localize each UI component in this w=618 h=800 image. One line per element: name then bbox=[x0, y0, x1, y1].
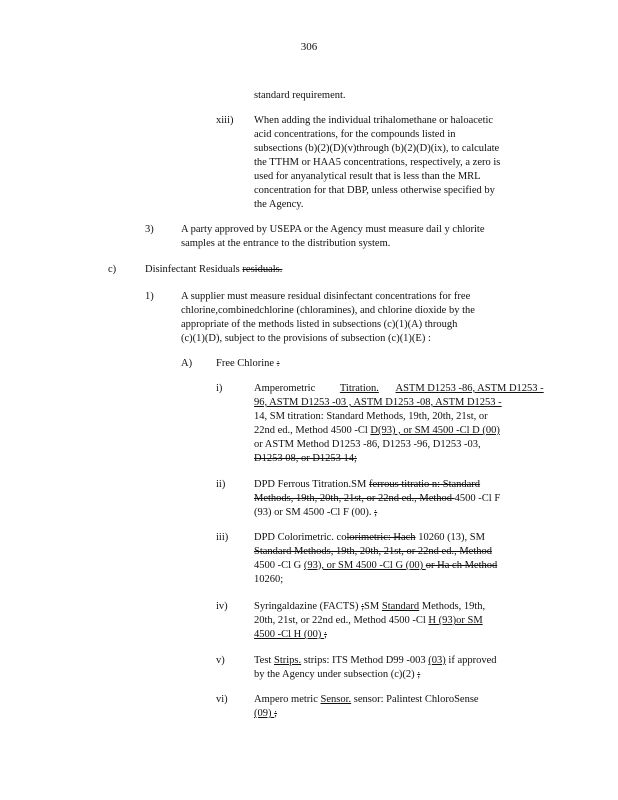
item-vi-line: (09) ; bbox=[254, 708, 278, 719]
item-iii-paragraph bbox=[254, 531, 544, 587]
item-i-line: Amperometric Titration. ASTM D1253 -86, ASTM D1253 - bbox=[254, 383, 544, 394]
item-iv-line: 20th, 21st, or 22nd ed., Method 4500 -Cl H (93)or SM bbox=[254, 615, 483, 626]
subitem-A-heading bbox=[216, 357, 416, 371]
item-v-line: Test Strips. strips: ITS Method D99 -003 (03) if approved bbox=[254, 655, 497, 666]
subitem-label-A: A) bbox=[181, 358, 193, 369]
item-label-xiii: xiii) bbox=[216, 115, 234, 126]
item-i-line: D1253 08, or D1253 14; bbox=[254, 453, 357, 464]
item-iv-paragraph bbox=[254, 600, 544, 642]
item3-line: samples at the entrance to the distribution system. bbox=[181, 238, 391, 249]
xiii-line: the Agency. bbox=[254, 199, 304, 210]
section-c-title: Disinfectant Residuals bbox=[145, 264, 240, 275]
item-iv-line: 4500 -Cl H (00) ; bbox=[254, 629, 327, 640]
roman-label-iv: iv) bbox=[216, 601, 228, 612]
item1-line: A supplier must measure residual disinfectant concentrations for free bbox=[181, 291, 471, 302]
top-fragment: standard requirement. bbox=[254, 90, 346, 101]
item1-line: appropriate of the methods listed in subsections (c)(1)(A) through bbox=[181, 319, 458, 330]
item1-line: chlorine,combinedchlorine (chloramines), and chlorine dioxide by the bbox=[181, 305, 475, 316]
item-v-line: by the Agency under subsection (c)(2) ; bbox=[254, 669, 421, 680]
xiii-paragraph bbox=[254, 114, 538, 212]
xiii-line: acid concentrations, for the compounds listed in bbox=[254, 129, 456, 140]
section-c-struck: residuals. bbox=[242, 264, 283, 275]
item1-line: (c)(1)(D), subject to the provisions of subsection (c)(1)(E) : bbox=[181, 333, 431, 344]
item3-line: A party approved by USEPA or the Agency must measure dail y chlorite bbox=[181, 224, 485, 235]
roman-label-i: i) bbox=[216, 383, 223, 394]
section-label-c: c) bbox=[108, 264, 117, 275]
page-number: 306 bbox=[300, 41, 318, 53]
xiii-line: concentration for that DBP, unless otherwise specified by bbox=[254, 185, 495, 196]
subitem-A-struck: : bbox=[276, 358, 280, 369]
item-label-3: 3) bbox=[145, 224, 154, 235]
roman-label-iii: iii) bbox=[216, 532, 229, 543]
xiii-line: When adding the individual trihalomethane or haloacetic bbox=[254, 115, 494, 126]
roman-label-vi: vi) bbox=[216, 694, 228, 705]
xiii-line: subsections (b)(2)(D)(v)through (b)(2)(D)(ix), to calculate bbox=[254, 143, 500, 154]
item-vi-line: Ampero metric Sensor. sensor: Palintest ChloroSense bbox=[254, 694, 479, 705]
item-i-line: 96, ASTM D1253 -03 , ASTM D1253 -08, ASTM D1253 - bbox=[254, 397, 502, 408]
item-i-line: 14, SM titration: Standard Methods, 19th, 20th, 21st, or bbox=[254, 411, 488, 422]
xiii-line: the TTHM or HAA5 concentrations, respectively, a zero is bbox=[254, 157, 501, 168]
item-i-line: 22nd ed., Method 4500 -Cl D(93) , or SM 4500 -Cl D (00) bbox=[254, 425, 500, 436]
item-i-line: or ASTM Method D1253 -86, D1253 -96, D1253 -03, bbox=[254, 439, 481, 450]
roman-label-ii: ii) bbox=[216, 479, 226, 490]
item-ii-line: Methods, 19th, 20th, 21st, or 22nd ed., Method 4500 -Cl F bbox=[254, 493, 501, 504]
item-label-1: 1) bbox=[145, 291, 154, 302]
xiii-line: used for anyanalytical result that is less than the MRL bbox=[254, 171, 481, 182]
item1-paragraph bbox=[181, 290, 527, 346]
subitem-A-title: Free Chlorine bbox=[216, 358, 275, 369]
item-ii-paragraph bbox=[254, 478, 544, 520]
item-ii-line: DPD Ferrous Titration.SM ferrous titratio n: Standard bbox=[254, 479, 481, 490]
roman-label-v: v) bbox=[216, 655, 225, 666]
item-vi-paragraph bbox=[254, 693, 544, 721]
item-iv-line: Syringaldazine (FACTS) ;SM Standard Methods, 19th, bbox=[254, 601, 486, 612]
item-iii-line: Standard Methods, 19th, 20th, 21st, or 22nd ed., Method bbox=[254, 546, 492, 557]
item-iii-line: 10260; bbox=[254, 574, 284, 585]
item-v-paragraph bbox=[254, 654, 544, 682]
item-ii-line: (93) or SM 4500 -Cl F (00). ; bbox=[254, 507, 378, 518]
item3-paragraph bbox=[181, 223, 526, 251]
item-iii-line: DPD Colorimetric. colorimetric: Hach 10260 (13), SM bbox=[254, 532, 485, 543]
item-iii-line: 4500 -Cl G (93), or SM 4500 -Cl G (00) or Ha ch Method bbox=[254, 560, 498, 571]
item-i-paragraph bbox=[254, 382, 544, 466]
section-c-heading bbox=[145, 263, 345, 277]
